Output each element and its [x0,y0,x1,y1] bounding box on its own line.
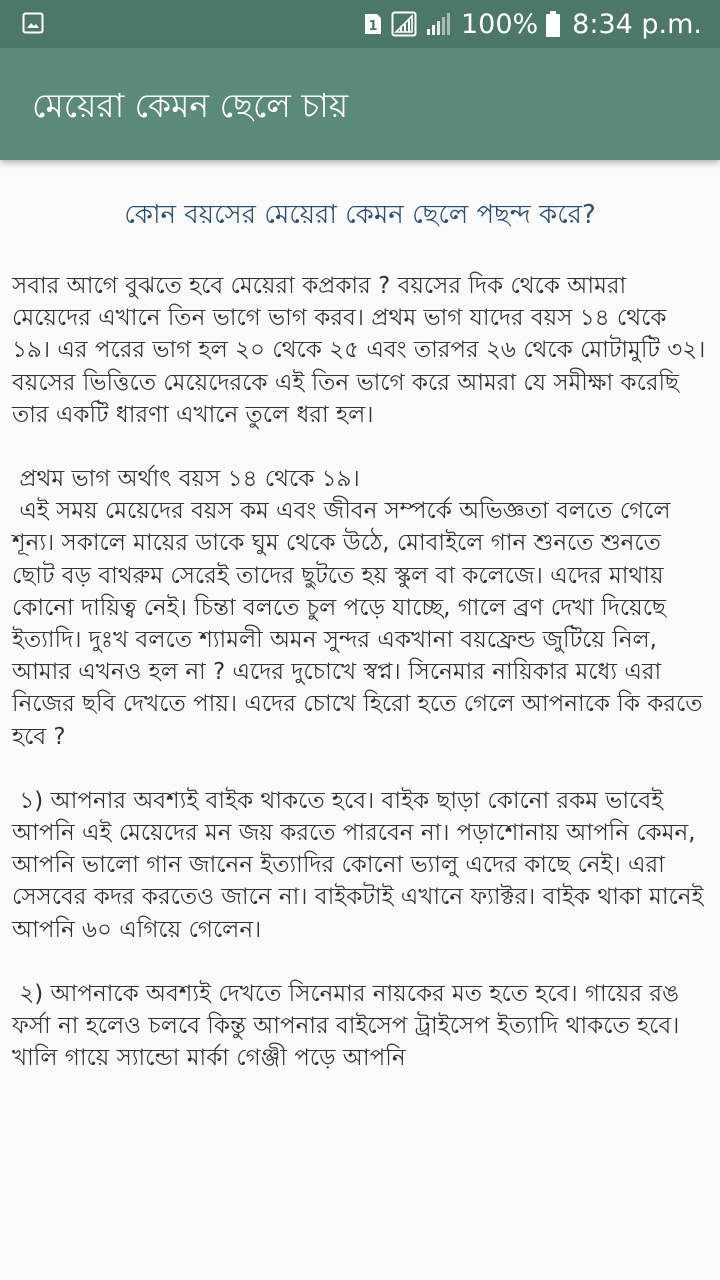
app-bar [0,48,720,160]
clock: 8:34 p.m. [572,8,702,40]
article-heading: কোন বয়সের মেয়েরা কেমন ছেলে পছন্দ করে? [124,200,596,230]
article-paragraph: ১) আপনার অবশ্যই বাইক থাকতে হবে। বাইক ছাড়া কোনো রকম ভাবেই আপনি এই মেয়েদের মন জয় করতে পারবেন না। পড়াশোনায় আপনি কেমন, আপনি ভালো গান জানেন ইত্যাদির কোনো ভ্যালু এদের কাছে নেই। এরা সেসবের কদর করতেও জানে না। বাইকটাই এখানে ফ্যাক্টর। বাইক থাকা মানেই আপনি ৬০ এগিয়ে গেলেন। [12,787,711,943]
article-paragraph: ২) আপনাকে অবশ্যই দেখতে সিনেমার নায়কের মত হতে হবে। গায়ের রঙ ফর্সা না হলেও চলবে কিন্তু আপনার বাইসেপ ট্রাইসেপ ইত্যাদি থাকতে হবে। খালি গায়ে স্যান্ডো মার্কা গেঞ্জী পড়ে আপনি [12,980,687,1072]
status-bar [0,0,720,48]
signal-strength-icon [425,11,451,37]
sim-1-icon [363,12,383,36]
svg-text:1: 1 [368,19,378,34]
status-icons [363,0,702,48]
article-paragraph: প্রথম ভাগ অর্থাৎ বয়স ১৪ থেকে ১৯। এই সময় মেয়েদের বয়স কম এবং জীবন সম্পর্কে অভিজ্ঞতা বলতে গেলে শূন্য। সকালে মায়ের ডাকে ঘুম থেকে উঠে, মোবাইলে গান শুনতে শুনতে ছোট বড় বাথরুম সেরেই তাদের ছুটতে হয় স্কুল বা কলেজে। এদের মাথায় কোনো দায়িত্ব নেই। চিন্তা বলতে চুল পড়ে যাচ্ছে, গালে ব্রণ দেখা দিয়েছে ইত্যাদি। দুঃখ বলতে শ্যামলী অমন সুন্দর একখানা বয়ফ্রেন্ড জুটিয়ে নিল, আমার এখনও হল না ? এদের দুচোখে স্বপ্ন। সিনেমার নায়িকার মধ্যে এরা নিজের ছবি দেখতে পায়। এদের চোখে হিরো হতে গেলে আপনাকে কি করতে হবে ? [12,466,703,750]
article-paragraph: সবার আগে বুঝতে হবে মেয়েরা কপ্রকার ? বয়সের দিক থেকে আমরা মেয়েদের এখানে তিন ভাগে ভাগ করব। প্রথম ভাগ যাদের বয়স ১৪ থেকে ১৯। এর পরের ভাগ হল ২০ থেকে ২৫ এবং তারপর ২৬ থেকে মোটামুটি ৩২। বয়সের ভিত্তিতে মেয়েদেরকে এই তিন ভাগে করে আমরা যে সমীক্ষা করেছি তার একটি ধারণা এখানে তুলে ধরা হল। [12,273,713,428]
app-title: মেয়েরা কেমন ছেলে চায় [32,86,349,125]
wifi-calling-icon [391,11,417,37]
article-content[interactable] [0,160,720,1165]
article-body [12,270,713,1074]
battery-full-icon [546,11,560,37]
battery-percent: 100% [460,8,539,40]
gallery-icon [22,12,44,34]
